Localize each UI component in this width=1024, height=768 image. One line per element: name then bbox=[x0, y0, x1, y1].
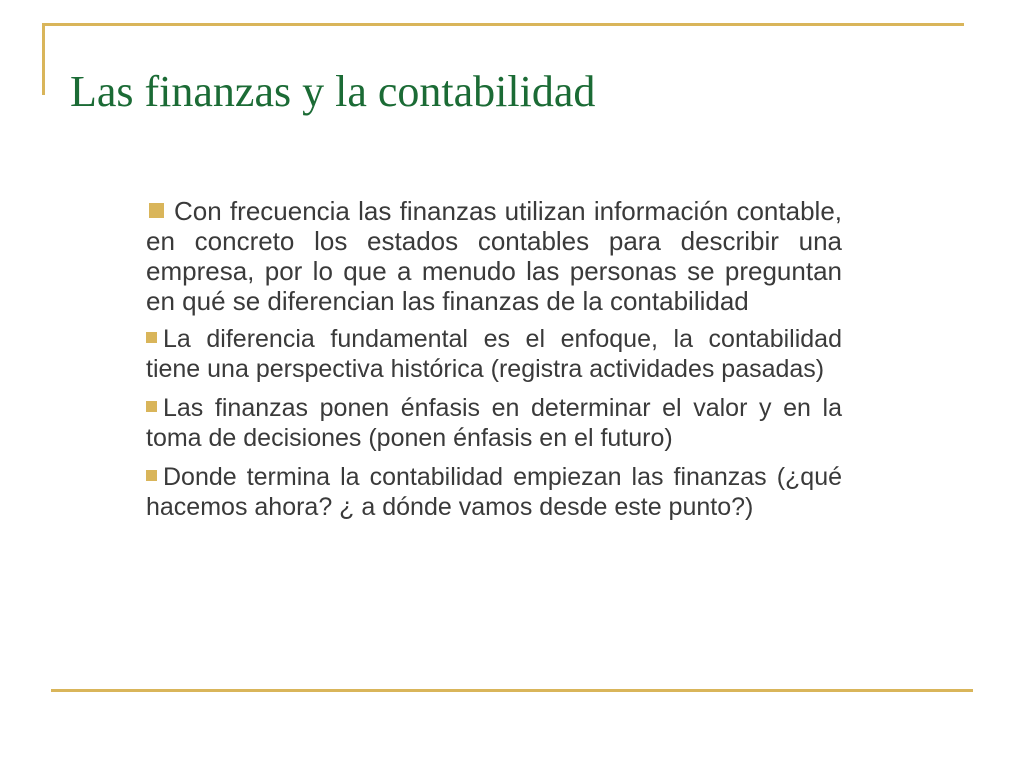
sub-bullet-text: Donde termina la contabilidad empiezan las finanzas (¿qué hacemos ahora? ¿ a dónde vamos desde este punto?) bbox=[146, 463, 842, 521]
left-rule bbox=[42, 23, 45, 95]
sub-bullet-text: La diferencia fundamental es el enfoque, la contabilidad tiene una perspectiva histórica (registra actividades pasadas) bbox=[146, 325, 842, 383]
top-rule bbox=[42, 23, 964, 26]
bottom-rule bbox=[51, 689, 973, 692]
slide-title: Las finanzas y la contabilidad bbox=[70, 67, 596, 116]
square-bullet-icon bbox=[149, 203, 164, 218]
bullet-text: Con frecuencia las finanzas utilizan información contable, en concreto los estados contables para describir una empresa, por lo que a menudo las personas se preguntan en qué se diferencian las finanzas de la contabilidad bbox=[146, 196, 842, 316]
square-bullet-icon bbox=[146, 470, 157, 481]
sub-bullet-item bbox=[146, 324, 842, 384]
sub-bullet-item bbox=[146, 462, 842, 522]
square-bullet-icon bbox=[146, 332, 157, 343]
square-bullet-icon bbox=[146, 401, 157, 412]
sub-bullet-text: Las finanzas ponen énfasis en determinar el valor y en la toma de decisiones (ponen énfasis en el futuro) bbox=[146, 394, 842, 452]
sub-bullet-item bbox=[146, 393, 842, 453]
bullet-item bbox=[146, 196, 842, 316]
bullet-list bbox=[146, 196, 842, 531]
